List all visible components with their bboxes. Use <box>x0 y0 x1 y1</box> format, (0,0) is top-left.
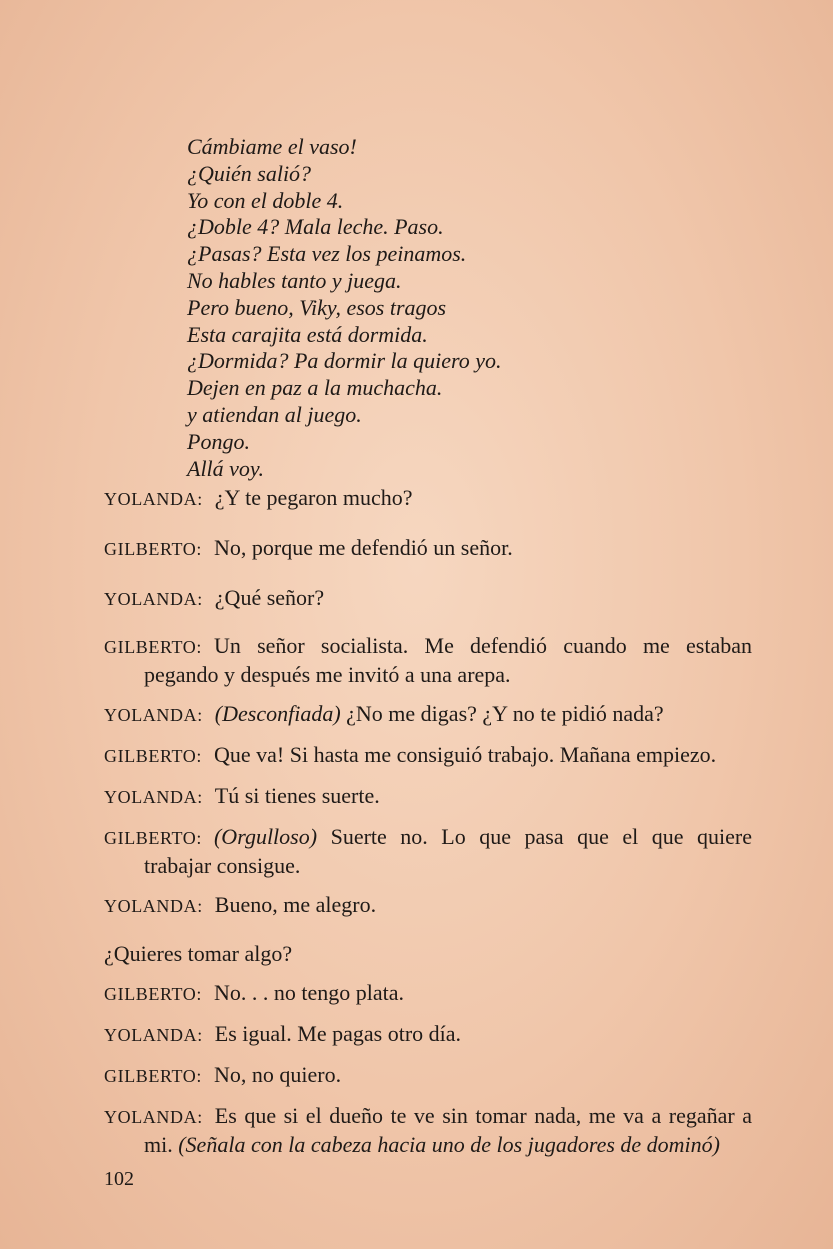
dialogue-entry <box>104 741 752 770</box>
dialogue-text: ¿Qué señor? <box>214 585 325 610</box>
speaker-name: GILBERTO: <box>104 637 202 657</box>
speaker-name: GILBERTO: <box>104 1066 202 1086</box>
dialogue-entry <box>104 1102 752 1158</box>
dialogue-text: ¿Quieres tomar algo? <box>104 941 293 966</box>
verse-line: Dejen en paz a la muchacha. <box>187 375 443 401</box>
dialogue-text: Es igual. Me pagas otro día. <box>214 1021 462 1046</box>
verse-line: ¿Quién salió? <box>187 160 312 186</box>
dialogue-text: ¿No me digas? ¿Y no te pidió nada? <box>346 701 664 726</box>
dialogue-text: Tú si tienes suerte. <box>214 783 380 808</box>
stage-direction: (Orgulloso) <box>213 824 318 849</box>
dialogue-text: Bueno, me alegro. <box>214 892 377 917</box>
verse-line: ¿Dormida? Pa dormir la quiero yo. <box>187 348 502 374</box>
verse-line: Allá voy. <box>187 455 264 481</box>
dialogue-entry <box>104 534 752 563</box>
page-number: 102 <box>104 1168 134 1190</box>
dialogue-entry <box>104 979 752 1008</box>
speaker-name: YOLANDA: <box>104 787 203 807</box>
speaker-name: GILBERTO: <box>104 984 202 1004</box>
dialogue-text: Es que si el dueño te ve sin tomar nada, me va a regañar a mi. <box>144 1103 752 1157</box>
dialogue-entry <box>104 700 752 729</box>
verse-line: No hables tanto y juega. <box>187 267 402 293</box>
verse-line: Pongo. <box>187 428 250 454</box>
dialogue-entry <box>104 1061 752 1090</box>
dialogue-text: Suerte no. Lo que pasa que el que quiere trabajar consigue. <box>144 824 753 878</box>
verse-line: ¿Pasas? Esta vez los peinamos. <box>187 241 467 267</box>
dialogue-entry <box>104 891 752 920</box>
dialogue-block <box>104 484 752 1158</box>
dialogue-text: No, porque me defendió un señor. <box>213 535 513 560</box>
dialogue-entry <box>104 484 752 513</box>
speaker-name: YOLANDA: <box>104 1107 203 1127</box>
dialogue-text: Que va! Si hasta me consiguió trabajo. Mañana empiezo. <box>213 742 717 767</box>
dialogue-text: Un señor socialista. Me defendió cuando me estaban pegando y después me invitó a una arepa. <box>144 633 752 687</box>
speaker-name: YOLANDA: <box>104 705 203 725</box>
verse-line: Yo con el doble 4. <box>187 187 344 213</box>
dialogue-entry <box>104 823 752 879</box>
dialogue-entry <box>104 584 752 613</box>
verse-block <box>187 134 502 482</box>
verse-line: ¿Doble 4? Mala leche. Paso. <box>187 214 444 240</box>
speaker-name: YOLANDA: <box>104 1025 203 1045</box>
stage-direction: (Señala con la cabeza hacia uno de los jugadores de dominó) <box>178 1132 720 1157</box>
speaker-name: YOLANDA: <box>104 896 203 916</box>
dialogue-entry <box>104 1020 752 1049</box>
dialogue-entry <box>104 632 752 688</box>
verse-line: Pero bueno, Viky, esos tragos <box>187 294 447 320</box>
speaker-name: GILBERTO: <box>104 539 202 559</box>
verse-line: y atiendan al juego. <box>187 401 362 427</box>
speaker-name: YOLANDA: <box>104 589 203 609</box>
verse-line: Cámbiame el vaso! <box>187 134 357 159</box>
dialogue-continuation <box>104 940 752 967</box>
speaker-name: YOLANDA: <box>104 489 203 509</box>
speaker-name: GILBERTO: <box>104 746 202 766</box>
dialogue-text: No. . . no tengo plata. <box>213 980 405 1005</box>
dialogue-text: No, no quiero. <box>213 1062 342 1087</box>
speaker-name: GILBERTO: <box>104 828 202 848</box>
dialogue-text: ¿Y te pegaron mucho? <box>214 485 413 510</box>
stage-direction: (Desconfiada) <box>214 701 341 726</box>
verse-line: Esta carajita está dormida. <box>187 321 428 347</box>
dialogue-entry <box>104 782 752 811</box>
